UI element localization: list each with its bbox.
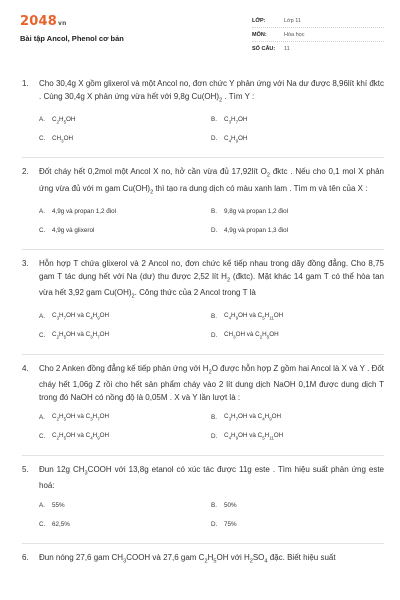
option-text: 75% — [224, 520, 237, 528]
question-body — [22, 464, 384, 493]
answer-option-b[interactable] — [211, 410, 383, 425]
answer-option-d[interactable] — [211, 223, 383, 238]
meta-value: Lớp 11 — [284, 17, 301, 24]
answer-option-b[interactable] — [211, 309, 383, 324]
question-5 — [22, 464, 384, 532]
option-letter: D. — [211, 331, 218, 339]
question-body — [22, 363, 384, 405]
option-text: $C_2H_5OH$ và $C_3H_7OH$ — [52, 330, 110, 340]
option-text: $C_2H_5OH$ và $C_3H_7OH$ — [52, 412, 110, 422]
question-body — [22, 166, 384, 199]
option-text: $C_4H_9OH$ — [224, 134, 248, 143]
answer-option-b[interactable] — [211, 498, 383, 513]
logo-suffix: vn — [57, 20, 67, 27]
option-text: $CH_3OH$ và $C_2H_5OH$ — [224, 330, 279, 340]
site-logo[interactable] — [20, 14, 67, 29]
option-letter: D. — [211, 226, 218, 234]
answer-option-a[interactable] — [39, 498, 211, 513]
option-letter: A. — [39, 413, 45, 421]
question-divider — [22, 249, 384, 250]
meta-value: Hóa học — [284, 31, 305, 38]
document-title: Bài tập Ancol, Phenol cơ bản — [20, 34, 124, 43]
option-text: $C_4H_9OH$ và $C_5H_{11}OH$ — [224, 311, 284, 321]
option-text: 4,9g và propan 1,2 điol — [52, 207, 117, 215]
question-text: Đun 12g $CH_3COOH$ với 13,8g etanol có xúc tác được 11g este . Tìm hiệu suất phản ứng este hoá: — [39, 464, 384, 490]
answer-option-c[interactable] — [39, 223, 211, 238]
question-number: 2. — [22, 167, 29, 177]
question-1 — [22, 78, 384, 146]
question-3 — [22, 258, 384, 343]
option-text: $C_3H_7OH$ và $C_4H_9OH$ — [52, 311, 110, 321]
answer-options — [39, 309, 384, 343]
answer-option-d[interactable] — [211, 517, 383, 532]
question-list — [22, 78, 384, 579]
option-text: 4,9g và glixerol — [52, 226, 95, 234]
question-body — [22, 78, 384, 107]
meta-label: SỐ CÂU: — [252, 45, 276, 52]
question-divider — [22, 543, 384, 544]
option-letter: A. — [39, 116, 45, 124]
answer-option-d[interactable] — [211, 131, 383, 146]
meta-info-table — [252, 14, 384, 55]
answer-option-c[interactable] — [39, 328, 211, 343]
question-body — [22, 258, 384, 304]
question-number: 1. — [22, 79, 29, 88]
question-text: Cho 30,4g X gồm glixerol và một Ancol no, đơn chức Y phản ứng với Na dư được 8,96lít khí đktc . Cùng 30,4g X phản ứng vừa hết với 9,8g $Cu(OH)_2$ . Tìm Y : — [39, 79, 384, 104]
meta-value: 11 — [284, 45, 290, 52]
question-text: Cho 2 Anken đồng đẳng kế tiếp phản ứng với $H_2O$ được hỗn hợp Z gồm hai Ancol là X và Y . Đốt cháy hết 1,06g Z rồi cho hết sản phẩm cháy vào 2 lít dung dịch NaOH 0,1M được dung dịch T trong đó NaOH có nồng độ là 0,05M . X và Y lần lượt là : — [39, 363, 384, 402]
question-divider — [22, 157, 384, 158]
option-text: 55% — [52, 501, 65, 509]
question-text: Đốt cháy hết 0,2mol một Ancol X no, hở cần vừa đủ 17,92lít $O_2$ đktc . Nếu cho 0,1 mol X phản ứng vừa đủ với m gam $Cu(OH)_2$ thì tạo ra dung dịch có màu xanh lam . Tìm m và tên của X : — [39, 167, 385, 196]
answer-option-d[interactable] — [211, 429, 383, 444]
meta-label: MÔN: — [252, 31, 267, 38]
answer-option-b[interactable] — [211, 204, 383, 219]
option-text: 62,5% — [52, 520, 70, 528]
answer-options — [39, 498, 384, 532]
option-text: $C_2H_5OH$ và $C_4H_9OH$ — [52, 431, 110, 441]
question-text: Đun nóng 27,6 gam $CH_3COOH$ và 27,6 gam $C_2H_5OH$ với $H_2SO_4$ đặc. Biết hiệu suất — [39, 552, 336, 565]
logo-text: 2048 — [20, 14, 57, 29]
option-letter: C. — [39, 432, 46, 440]
option-text: $C_2H_5OH$ — [52, 115, 76, 124]
option-text: 50% — [224, 501, 237, 509]
option-text: 4,9g và propan 1,3 điol — [224, 226, 289, 234]
question-divider — [22, 455, 384, 456]
option-text: $C_4H_9OH$ và $C_5H_{11}OH$ — [224, 431, 284, 441]
meta-row-subject — [252, 28, 384, 42]
answer-option-c[interactable] — [39, 131, 211, 146]
answer-options — [39, 112, 384, 146]
option-letter: A. — [39, 312, 45, 320]
question-number: 6. — [22, 552, 29, 562]
question-divider — [22, 354, 384, 355]
meta-row-question-count — [252, 42, 384, 55]
answer-option-a[interactable] — [39, 204, 211, 219]
option-letter: A. — [39, 501, 45, 509]
question-number: 3. — [22, 258, 29, 268]
option-letter: D. — [211, 432, 218, 440]
meta-row-class — [252, 14, 384, 28]
option-text: $C_3H_7OH$ — [224, 115, 248, 124]
question-2 — [22, 166, 384, 238]
option-letter: D. — [211, 520, 218, 528]
option-letter: C. — [39, 331, 46, 339]
question-number: 4. — [22, 363, 29, 373]
option-text: $CH_3OH$ — [52, 134, 74, 143]
question-body — [22, 552, 384, 568]
answer-option-d[interactable] — [211, 328, 383, 343]
question-6 — [22, 552, 384, 568]
document-header — [0, 0, 400, 62]
option-text: $C_3H_7OH$ và $C_4H_9OH$ — [224, 412, 282, 422]
option-letter: C. — [39, 226, 46, 234]
option-letter: D. — [211, 135, 218, 143]
question-number: 5. — [22, 464, 29, 474]
option-letter: B. — [211, 116, 217, 124]
answer-option-b[interactable] — [211, 112, 383, 127]
answer-option-c[interactable] — [39, 517, 211, 532]
answer-option-a[interactable] — [39, 309, 211, 324]
option-text: 9,8g và propan 1,2 điol — [224, 207, 289, 215]
option-letter: A. — [39, 207, 45, 215]
meta-label: LỚP: — [252, 17, 266, 24]
answer-options — [39, 410, 384, 444]
option-letter: C. — [39, 135, 46, 143]
option-letter: B. — [211, 501, 217, 509]
option-letter: C. — [39, 520, 46, 528]
option-letter: B. — [211, 413, 217, 421]
answer-option-a[interactable] — [39, 112, 211, 127]
option-letter: B. — [211, 312, 217, 320]
answer-option-a[interactable] — [39, 410, 211, 425]
question-4 — [22, 363, 384, 444]
question-text: Hỗn hợp T chứa glixerol và 2 Ancol no, đơn chức kế tiếp nhau trong dãy đồng đẳng. Cho 8,75 gam T tác dụng hết với Na (dư) thu được 2,52 lít $H_2$ (đktc). Mặt khác 14 gam T có thể hòa tan vừa hết 3,92 gam $Cu(OH)_2$. Công thức của 2 Ancol trong T là — [39, 258, 385, 300]
option-letter: B. — [211, 207, 217, 215]
answer-option-c[interactable] — [39, 429, 211, 444]
answer-options — [39, 204, 384, 238]
